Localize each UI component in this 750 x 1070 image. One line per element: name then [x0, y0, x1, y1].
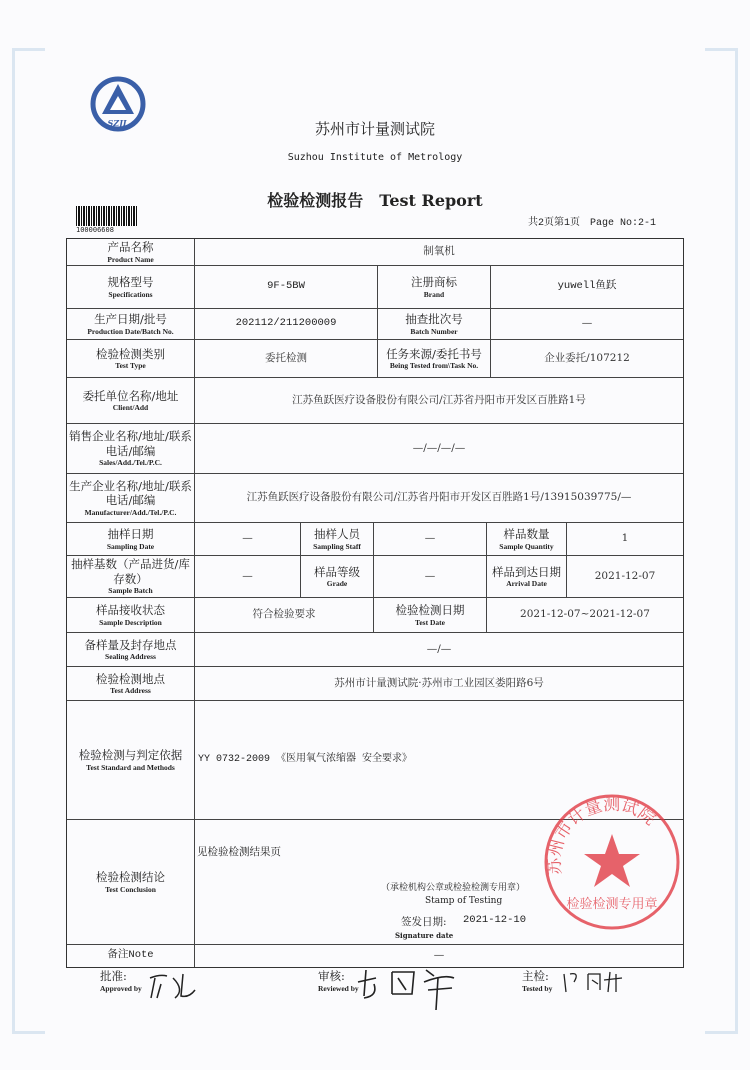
label-cn: 备样量及封存地点	[84, 637, 177, 652]
label-cn: 抽样日期	[107, 527, 154, 542]
row-manufacturer	[67, 474, 683, 523]
sampling-date-label	[67, 523, 195, 555]
label-cn: 检验检测日期	[395, 603, 465, 618]
manufacturer-value: 江苏鱼跃医疗设备股份有限公司/江苏省丹阳市开发区百胜路1号/13915039775/—	[246, 491, 632, 504]
label-cn: 检验检测与判定依据	[78, 748, 183, 763]
label-en: Grade	[326, 579, 348, 588]
label-en: Brand	[423, 289, 445, 299]
grade-label	[301, 556, 374, 597]
label-en: Sampling Date	[106, 541, 155, 551]
brand-value: yuwell鱼跃	[557, 280, 617, 293]
reviewer-signature	[354, 962, 464, 1012]
row-test-address	[67, 667, 683, 701]
tested-by-en: Tested by	[522, 984, 553, 993]
signature-date-label: 签发日期:	[401, 916, 447, 928]
product-name-value: 制氧机	[423, 245, 455, 258]
test-address-value: 苏州市计量测试院·苏州市工业园区娄阳路6号	[334, 676, 544, 689]
label-cn: 抽样人员	[314, 527, 360, 542]
spec-label	[67, 266, 195, 308]
label-cn: 检验检测类别	[96, 346, 165, 361]
test-address-label	[67, 667, 195, 700]
sample-batch-value: —	[195, 556, 301, 597]
arrival-date-label	[487, 556, 567, 597]
label-cn: 样品数量	[503, 527, 550, 542]
test-date-label	[374, 598, 487, 632]
spec-value: 9F-5BW	[195, 266, 378, 308]
org-name-en: Suzhou Institute of Metrology	[287, 152, 463, 163]
label-en: Sampling Staff	[313, 541, 361, 551]
signature-date-label-en: Signature date	[395, 931, 454, 940]
batch-number-value: —	[581, 317, 593, 330]
approver-signature	[145, 968, 200, 1002]
reviewed-by-cn: 审核:	[318, 969, 345, 983]
note-value: —	[433, 949, 445, 962]
batch-number-label	[378, 309, 491, 339]
brand-label	[378, 266, 491, 308]
row-production-date	[67, 309, 683, 340]
label-en: Specifications	[108, 289, 153, 299]
svg-text:SZJL: SZJL	[107, 118, 129, 128]
label-cn: 抽查批次号	[405, 312, 463, 327]
label-cn: 产品名称	[107, 240, 154, 255]
standard-value: YY 0732-2009 《医用氧气浓缩器 安全要求》	[198, 753, 413, 765]
label-en: Sample Description	[99, 617, 162, 627]
label-cn: 备注Note	[107, 949, 154, 962]
reviewed-by-en: Reviewed by	[318, 984, 359, 993]
row-test-type	[67, 340, 683, 378]
row-sampling	[67, 523, 683, 556]
row-sealing	[67, 633, 683, 667]
approved-by	[100, 968, 142, 993]
label-en: Client/Add	[112, 403, 149, 412]
stamp-caption-en: Stamp of Testing	[425, 896, 503, 906]
arrival-date-value: 2021-12-07	[594, 569, 656, 582]
standard-label	[67, 701, 195, 819]
approved-by-cn: 批准:	[100, 969, 127, 983]
barcode-number: 100006608	[76, 226, 114, 234]
org-name-cn: 苏州市计量测试院	[314, 120, 435, 138]
label-en: Test Standard and Methods	[86, 762, 175, 772]
label-en: Sample Quantity	[499, 541, 554, 551]
row-product	[67, 239, 683, 266]
sample-quantity-value: 1	[621, 532, 629, 545]
label-cn: 样品到达日期	[492, 564, 561, 579]
label-cn: 委托单位名称/地址	[82, 388, 179, 403]
label-en: Sealing Address	[105, 652, 156, 661]
test-type-label	[67, 340, 195, 377]
label-en: Test Date	[415, 617, 445, 627]
test-type-value: 委托检测	[195, 340, 378, 377]
label-en: Test Address	[110, 686, 151, 695]
row-sales	[67, 424, 683, 474]
label-en: Test Conclusion	[105, 884, 156, 894]
label-en: Production Date/Batch No.	[87, 326, 174, 336]
row-spec	[67, 266, 683, 309]
label-cn: 样品等级	[314, 564, 360, 579]
approved-by-en: Approved by	[100, 984, 142, 993]
sealing-label	[67, 633, 195, 666]
sales-value: —/—/—/—	[412, 441, 466, 454]
label-cn: 生产日期/批号	[94, 312, 167, 327]
label-en: Manufacturer/Add./Tel./P.C.	[84, 507, 177, 517]
tested-by	[522, 968, 552, 993]
label-cn: 任务来源/委托书号	[386, 346, 482, 361]
manufacturer-label	[67, 474, 195, 522]
tester-signature	[560, 968, 630, 994]
label-cn: 样品接收状态	[96, 603, 165, 618]
note-label	[67, 945, 195, 967]
sample-quantity-label	[487, 523, 567, 555]
sample-batch-label	[67, 556, 195, 597]
label-en: Product Name	[107, 254, 154, 264]
test-date-value: 2021-12-07~2021-12-07	[520, 608, 650, 621]
conclusion-value: 见检验检测结果页	[197, 846, 281, 858]
label-cn: 检验检测地点	[96, 671, 165, 686]
task-value: 企业委托/107212	[544, 351, 630, 364]
label-en: Being Tested from\Task No.	[389, 361, 479, 370]
stamp-caption-cn: （承检机构公章或检验检测专用章）	[381, 883, 526, 893]
svg-text:苏州市计量测试院: 苏州市计量测试院	[544, 794, 660, 876]
label-cn: 生产企业名称/地址/联系电话/邮编	[69, 478, 192, 508]
label-en: Batch Number	[410, 326, 458, 336]
sales-label	[67, 424, 195, 473]
page-number: 共2页第1页 Page No:2-1	[528, 218, 657, 229]
report-title: 检验检测报告 Test Report	[267, 191, 483, 210]
row-sample-description	[67, 598, 683, 633]
svg-text:检验检测专用章: 检验检测专用章	[566, 897, 658, 912]
label-en: Arrival Date	[506, 579, 547, 588]
sample-description-value: 符合检验要求	[195, 598, 374, 632]
label-cn: 抽样基数（产品进货/库存数）	[71, 557, 190, 586]
production-date-label	[67, 309, 195, 339]
label-cn: 销售企业名称/地址/联系电话/邮编	[69, 429, 192, 458]
sampling-staff-value: —	[374, 523, 487, 555]
label-en: Sample Batch	[108, 586, 153, 596]
sampling-staff-label	[301, 523, 374, 555]
row-client	[67, 378, 683, 424]
client-value: 江苏鱼跃医疗设备股份有限公司/江苏省丹阳市开发区百胜路1号	[292, 393, 586, 406]
sampling-date-value: —	[195, 523, 301, 555]
sample-description-label	[67, 598, 195, 632]
tested-by-cn: 主检:	[522, 969, 549, 983]
conclusion-label	[67, 820, 195, 944]
grade-value: —	[374, 556, 487, 597]
task-label	[378, 340, 491, 377]
client-label	[67, 378, 195, 423]
label-en: Sales/Add./Tel./P.C.	[99, 458, 162, 468]
sealing-value: —/—	[426, 642, 452, 655]
label-cn: 注册商标	[411, 275, 457, 290]
label-en: Test Type	[115, 361, 146, 370]
production-date-value: 202112/211200009	[195, 309, 378, 339]
product-label	[67, 239, 195, 265]
label-cn: 检验检测结论	[96, 870, 165, 885]
barcode	[76, 206, 138, 226]
signature-date-value: 2021-12-10	[463, 914, 527, 926]
official-seal-stamp	[542, 792, 682, 932]
label-cn: 规格型号	[107, 275, 154, 290]
row-sample-batch	[67, 556, 683, 598]
reviewed-by	[318, 968, 359, 993]
